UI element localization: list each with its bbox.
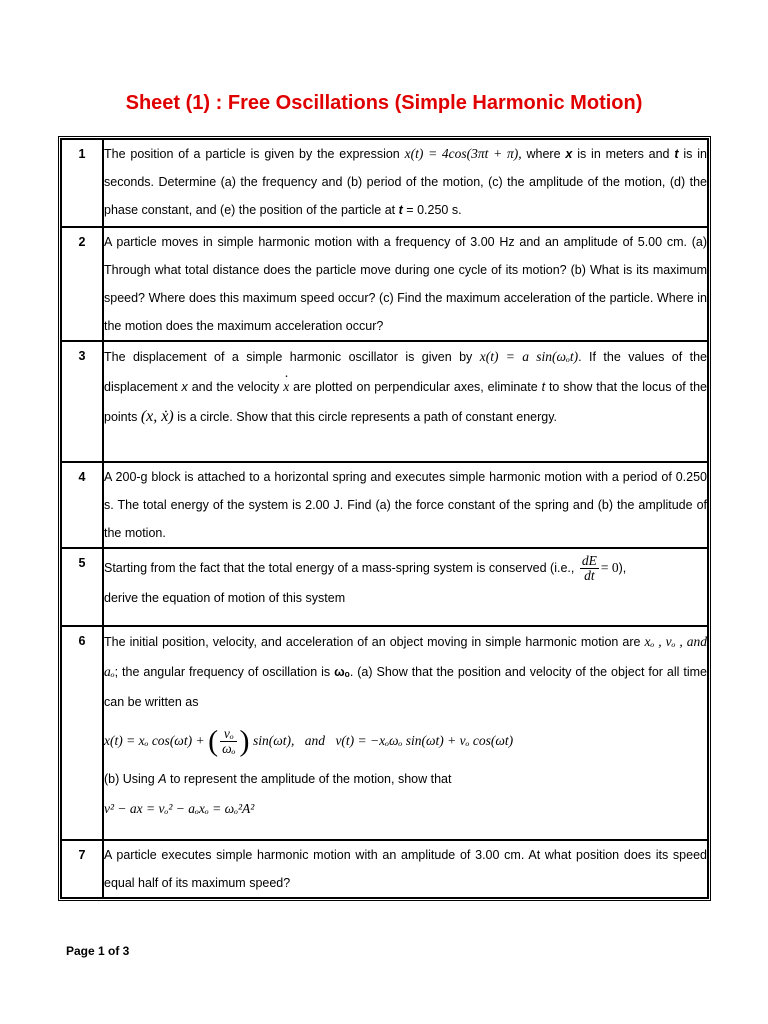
problem-text <box>103 139 708 227</box>
energy-equation: v² − ax = vₒ² − aₒxₒ = ωₒ²A² <box>104 800 255 816</box>
var-x: x <box>565 147 573 161</box>
velocity-omega-fraction <box>220 727 237 756</box>
text-segment: is in meters and <box>577 147 670 161</box>
text-segment: to show that the locus of the points <box>104 380 708 424</box>
problem-row-5 <box>61 548 708 626</box>
problem-number: 7 <box>61 840 103 898</box>
velocity-equation: v(t) = −xₒωₒ sin(ωt) + vₒ cos(ωt) <box>335 733 514 748</box>
omega-symbol: ωₒ <box>334 665 350 679</box>
and-word: and <box>304 733 326 748</box>
problem-text: A particle executes simple harmonic motion with an amplitude of 3.00 cm. At what position does its speed equal half of its maximum speed? <box>103 840 708 898</box>
fraction-numerator: dE <box>581 553 597 569</box>
page-title: Sheet (1) : Free Oscillations (Simple Harmonic Motion) <box>125 92 643 114</box>
position-velocity-equations <box>104 721 707 762</box>
problem-row-6 <box>61 626 708 840</box>
text-segment: and the velocity <box>191 380 280 394</box>
problem-text <box>103 548 708 626</box>
position-equation: x(t) = 4cos(3πt + π), <box>404 146 522 161</box>
problem-number: 4 <box>61 462 103 548</box>
equation-tail: = 0 <box>600 560 619 575</box>
text-segment: . (a) Show that the position and velocity of the object for all time can be written as <box>104 665 707 709</box>
text-segment: The position of a particle is given by the expression <box>104 147 400 161</box>
displacement-equation: x(t) = a sin(ωₒt) <box>479 349 579 364</box>
problem-row-4 <box>61 462 708 548</box>
problems-table <box>60 138 709 899</box>
problem-text: A 200-g block is attached to a horizontal spring and executes simple harmonic motion with a period of 0.250 s. The total energy of the system is 2.00 J. Find (a) the force constant of the spring and (b) the amplitude of the motion. <box>103 462 708 548</box>
fraction-numerator: vₒ <box>220 727 237 742</box>
problem-row-3 <box>61 341 708 462</box>
problem-text: A particle moves in simple harmonic motion with a frequency of 3.00 Hz and an amplitude of 5.00 cm. (a) Through what total distance does the particle move during one cycle of its motion? (b) What is its maximum speed? Where does this maximum speed occur? (c) Find the maximum acceleration of the particle. Where in the motion does the maximum acceleration occur? <box>103 227 708 341</box>
problem-number: 5 <box>61 548 103 626</box>
fraction-denominator: dt <box>584 568 595 584</box>
page-footer: Page 1 of 3 <box>66 944 130 958</box>
paren-open: ( <box>208 724 219 758</box>
problem-row-1 <box>61 139 708 227</box>
text-segment: is in seconds. Determine (a) the frequency and (b) period of the motion, (c) the amplitude of the motion, (d) the phase constant, and (e) the position of the particle at <box>104 147 707 217</box>
text-segment: ; the angular frequency of oscillation is <box>114 665 331 679</box>
problem-row-2 <box>61 227 708 341</box>
var-t: t <box>674 147 679 161</box>
var-x: x <box>181 380 188 394</box>
text-segment: The initial position, velocity, and acceleration of an object moving in simple harmonic motion are <box>104 635 641 649</box>
text-segment: Starting from the fact that the total energy of a mass-spring system is conserved (i.e., <box>104 561 575 575</box>
var-x-dot: x · <box>283 372 289 402</box>
var-A: A <box>158 771 167 786</box>
text-segment: are plotted on perpendicular axes, eliminate <box>293 380 538 394</box>
text-segment: derive the equation of motion of this system <box>104 591 346 606</box>
text-segment: = 0.250 s. <box>406 203 462 217</box>
fraction-denominator: ωₒ <box>222 741 236 757</box>
problem-number: 1 <box>61 139 103 227</box>
sine-term: sin(ωt), <box>252 733 295 748</box>
text-segment: The displacement of a simple harmonic oscillator is given by <box>104 350 473 364</box>
paren-close: ) <box>239 724 250 758</box>
problem-number: 3 <box>61 341 103 462</box>
problem-number: 6 <box>61 626 103 840</box>
position-equation: x(t) = xₒ cos(ωt) + <box>104 733 205 748</box>
var-t: t <box>398 203 403 217</box>
points-notation: (x, ẋ) <box>140 408 174 425</box>
problem-text <box>103 341 708 462</box>
problem-number: 2 <box>61 227 103 341</box>
text-segment: (b) Using <box>104 771 155 786</box>
initial-values: xₒ , vₒ , and aₒ <box>104 634 707 679</box>
derivative-fraction <box>580 554 599 583</box>
text-segment: where <box>526 147 561 161</box>
var-t: t <box>541 380 546 394</box>
text-segment: . If the values of the displacement <box>104 350 707 394</box>
text-segment: is a circle. Show that this circle represents a path of constant energy. <box>177 410 558 424</box>
text-segment: to represent the amplitude of the motion, show that <box>170 771 452 786</box>
text-segment: ), <box>618 561 627 575</box>
problem-text <box>103 626 708 840</box>
problem-row-7 <box>61 840 708 898</box>
